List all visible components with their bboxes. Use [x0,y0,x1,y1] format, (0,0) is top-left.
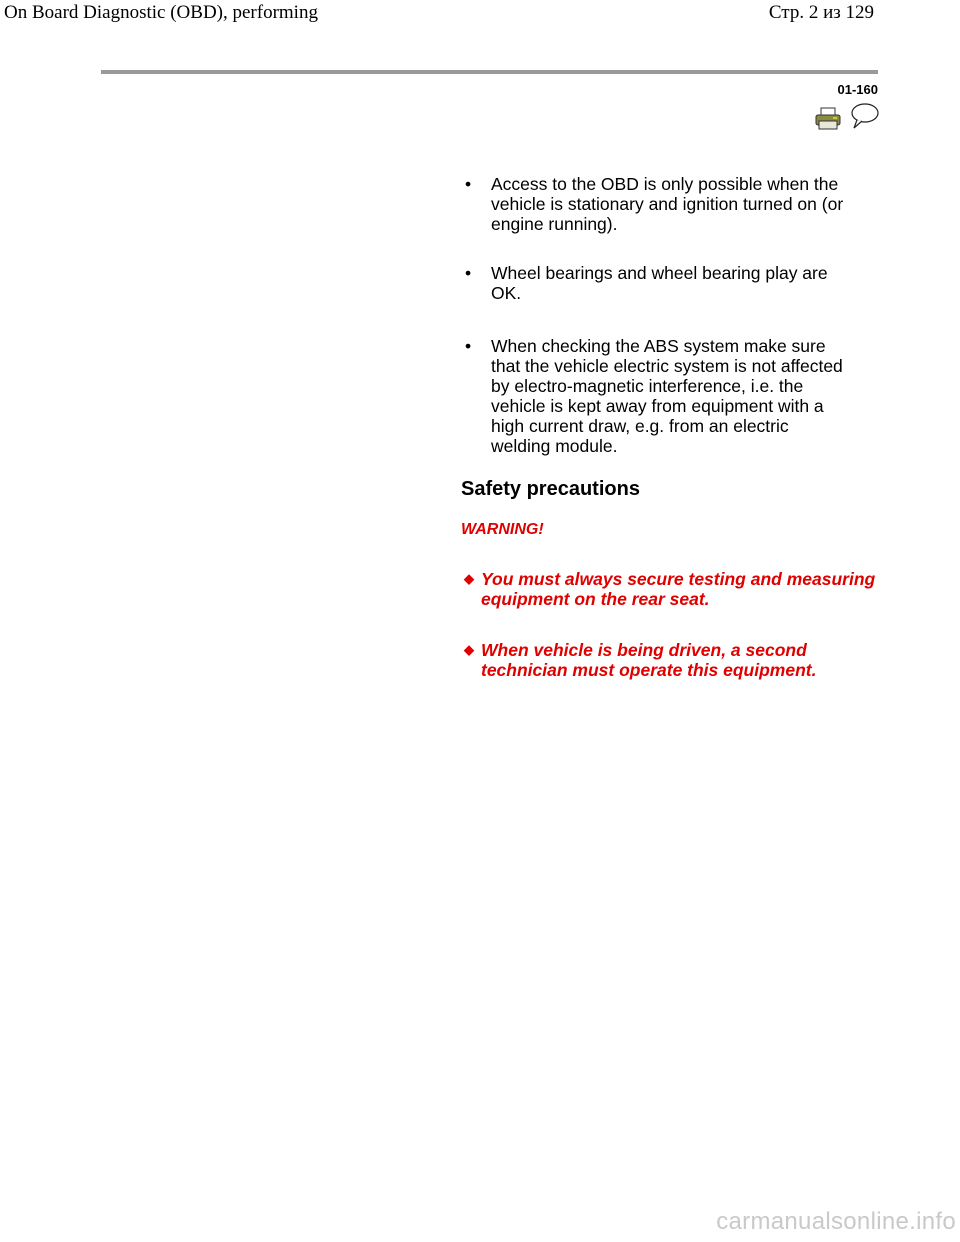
bullet-marker: • [465,174,472,194]
page-counter: Стр. 2 из 129 [768,2,874,23]
printer-icon[interactable] [815,107,841,131]
document-title: On Board Diagnostic (OBD), performing [4,2,318,23]
speech-bubble-icon[interactable] [848,102,880,130]
diamond-bullet-icon: ◆ [464,571,474,586]
list-item-text: Access to the OBD is only possible when the vehicle is stationary and ignition turned on (or engine running). [491,174,844,234]
section-heading: Safety precautions [461,478,640,500]
warning-label: WARNING! [461,521,544,538]
bullet-marker: • [465,263,472,283]
header-divider [101,70,878,74]
warning-item-text: You must always secure testing and measuring equipment on the rear seat. [481,569,876,609]
page-code: 01-160 [837,82,878,97]
bullet-marker: • [465,336,472,356]
list-item-text: Wheel bearings and wheel bearing play are OK. [491,263,828,303]
list-item-text: When checking the ABS system make sure that the vehicle electric system is not affected by electro-magnetic interference, i.e. the vehicle is kept away from equipment with a high current draw, e.g. from an electric welding module. [491,336,843,456]
warning-item-text: When vehicle is being driven, a second technician must operate this equipment. [481,640,817,680]
watermark: carmanualsonline.info [716,1208,956,1235]
diamond-bullet-icon: ◆ [464,642,474,657]
